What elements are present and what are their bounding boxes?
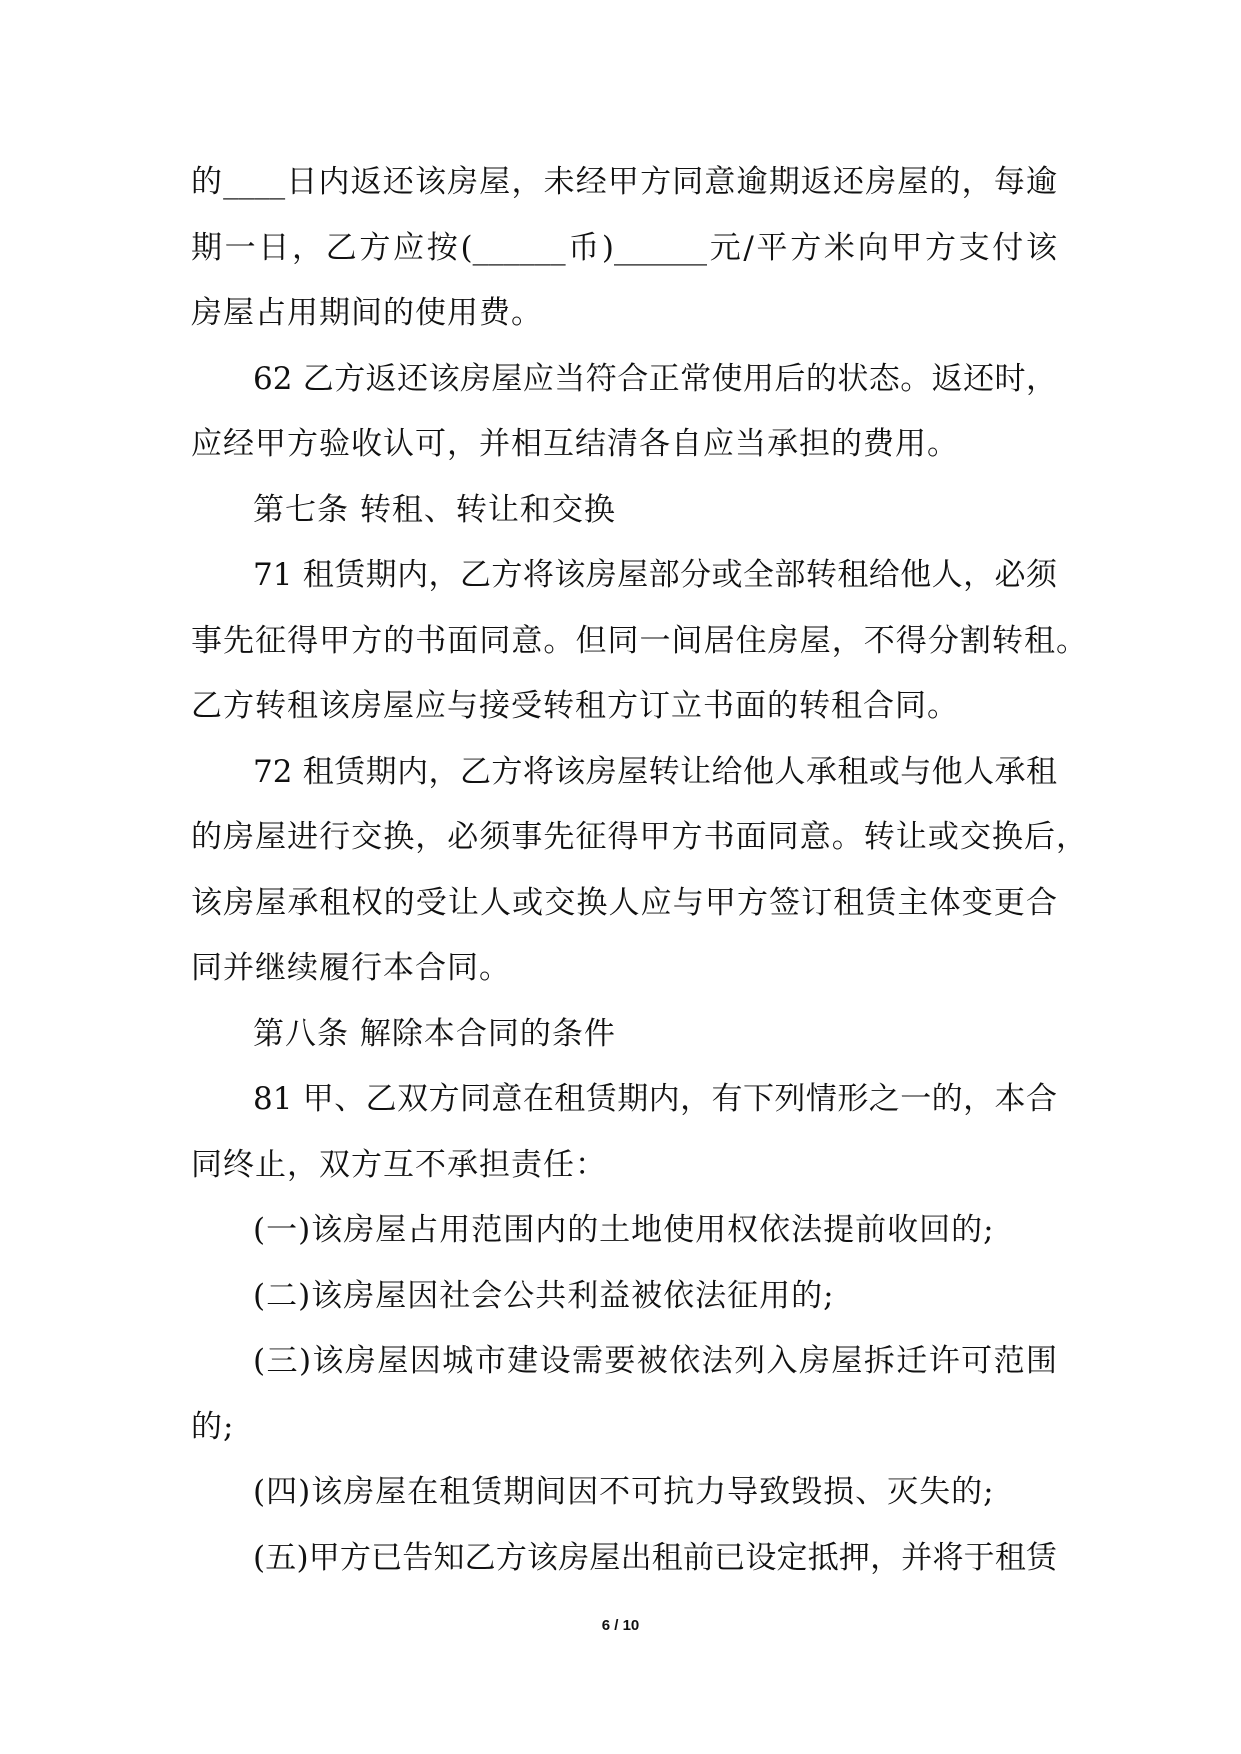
- list-item-5: [191, 1526, 1091, 1592]
- text-line: 81 甲、乙双方同意在租赁期内，有下列情形之一的，本合: [253, 1081, 1057, 1117]
- text-line: 该房屋承租权的受让人或交换人应与甲方签订租赁主体变更合: [191, 884, 1057, 921]
- text-line: 62 乙方返还该房屋应当符合正常使用后的状态。返还时，: [253, 360, 1057, 397]
- paragraph-clause-8-1: [191, 1067, 1091, 1198]
- text-line: 同并继续履行本合同。: [191, 950, 511, 986]
- text-line: (三)该房屋因城市建设需要被依法列入房屋拆迁许可范围: [253, 1343, 1057, 1379]
- section-heading-article-8: [191, 1002, 1091, 1068]
- list-item-4: [191, 1460, 1091, 1526]
- text-line: 事先征得甲方的书面同意。但同一间居住房屋，不得分割转租。: [191, 622, 1087, 659]
- list-item-2: [191, 1264, 1091, 1330]
- paragraph-continuation: [191, 150, 1091, 347]
- text-line: 房屋占用期间的使用费。: [191, 295, 543, 331]
- text-line: (一)该房屋占用范围内的土地使用权依法提前收回的;: [253, 1212, 995, 1248]
- page-number: 6 / 10: [601, 1617, 640, 1634]
- text-line: (四)该房屋在租赁期间因不可抗力导致毁损、灭失的;: [253, 1474, 995, 1510]
- document-body: [191, 150, 1091, 1591]
- text-line: 的房屋进行交换，必须事先征得甲方书面同意。转让或交换后，: [191, 819, 1087, 855]
- text-line: 71 租赁期内，乙方将该房屋部分或全部转租给他人，必须: [253, 557, 1057, 593]
- list-item-3: [191, 1329, 1091, 1460]
- section-heading-article-7: [191, 478, 1091, 544]
- text-line: 同终止，双方互不承担责任：: [191, 1146, 607, 1183]
- list-item-1: [191, 1198, 1091, 1264]
- text-line: 的;: [191, 1408, 235, 1445]
- paragraph-clause-7-2: [191, 740, 1091, 1002]
- text-line: 72 租赁期内，乙方将该房屋转让给他人承租或与他人承租: [253, 753, 1057, 790]
- paragraph-clause-7-1: [191, 543, 1091, 740]
- text-line: 应经甲方验收认可，并相互结清各自应当承担的费用。: [191, 426, 959, 462]
- text-line: 的____日内返还该房屋，未经甲方同意逾期返还房屋的，每逾: [191, 164, 1057, 200]
- text-line: 期一日，乙方应按(______币)______元/平方米向甲方支付该: [191, 229, 1057, 266]
- section-heading: 第七条 转租、转让和交换: [253, 491, 616, 528]
- paragraph-clause-6-2: [191, 347, 1091, 478]
- text-line: (五)甲方已告知乙方该房屋出租前已设定抵押，并将于租赁: [253, 1539, 1057, 1576]
- text-line: 乙方转租该房屋应与接受转租方订立书面的转租合同。: [191, 688, 959, 724]
- text-line: (二)该房屋因社会公共利益被依法征用的;: [253, 1277, 835, 1314]
- section-heading: 第八条 解除本合同的条件: [253, 1015, 616, 1052]
